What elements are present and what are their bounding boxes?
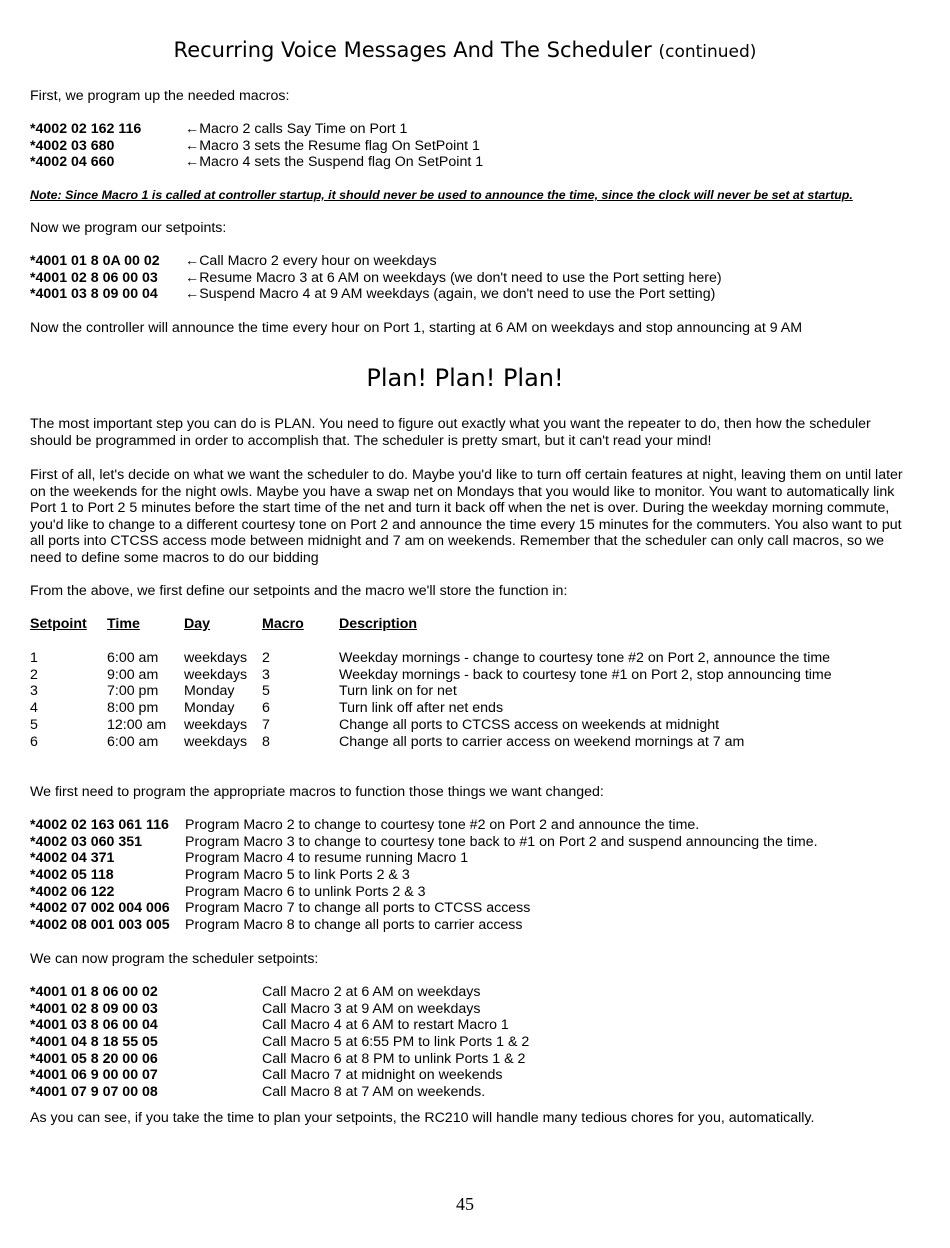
intro-setpoints2-text: We can now program the scheduler setpoints: — [30, 951, 319, 967]
macro2-desc: Program Macro 4 to resume running Macro 1 — [185, 850, 469, 866]
table-cell-day: Monday — [184, 700, 235, 716]
table-cell-day: weekdays — [184, 717, 248, 733]
setpoint2-desc: Call Macro 4 at 6 AM to restart Macro 1 — [262, 1017, 509, 1033]
setpoint1-desc: ←Call Macro 2 every hour on weekdays — [185, 253, 437, 269]
closing-text: As you can see, if you take the time to plan your setpoints, the RC210 will handle many tedious chores for you, automatically. — [30, 1110, 815, 1126]
macro1-code: *4002 02 162 116 — [30, 121, 142, 137]
table-cell-setpoint: 4 — [30, 700, 38, 716]
table-cell-day: Monday — [184, 683, 235, 699]
macro2-code: *4002 07 002 004 006 — [30, 900, 170, 916]
table-cell-day: weekdays — [184, 650, 248, 666]
plan-heading: Plan! Plan! Plan! — [366, 364, 564, 392]
macro2-desc: Program Macro 8 to change all ports to carrier access — [185, 917, 523, 933]
table-cell-description: Turn link off after net ends — [339, 700, 504, 716]
plan-paragraph-1: The most important step you can do is PLAN. You need to figure out exactly what you want the repeater to do, then how the scheduler should be programmed in order to accomplish that. The scheduler is pretty smart, but it can't read your mind! — [30, 416, 871, 449]
setpoint1-desc: ←Resume Macro 3 at 6 AM on weekdays (we don't need to use the Port setting here) — [185, 270, 722, 286]
macro2-desc: Program Macro 5 to link Ports 2 & 3 — [185, 867, 410, 883]
macro2-code: *4002 06 122 — [30, 884, 115, 900]
macro2-code: *4002 03 060 351 — [30, 834, 143, 850]
summary-text: Now the controller will announce the time every hour on Port 1, starting at 6 AM on weekdays and stop announcing at 9 AM — [30, 320, 803, 336]
setpoint2-code: *4001 06 9 00 00 07 — [30, 1067, 158, 1083]
table-cell-setpoint: 5 — [30, 717, 38, 733]
macro2-code: *4002 04 371 — [30, 850, 115, 866]
setpoint2-code: *4001 01 8 06 00 02 — [30, 984, 158, 1000]
intro-macros-text: First, we program up the needed macros: — [30, 88, 290, 104]
macro2-code: *4002 08 001 003 005 — [30, 917, 170, 933]
table-cell-time: 7:00 pm — [107, 683, 159, 699]
setpoint2-code: *4001 02 8 09 00 03 — [30, 1001, 158, 1017]
macro2-code: *4002 02 163 061 116 — [30, 817, 169, 833]
table-cell-time: 9:00 am — [107, 667, 159, 683]
table-cell-time: 12:00 am — [107, 717, 167, 733]
table-cell-time: 6:00 am — [107, 734, 159, 750]
page-number: 45 — [456, 1194, 474, 1214]
macro2-code: *4002 05 118 — [30, 867, 114, 883]
macro1-code: *4002 04 660 — [30, 154, 115, 170]
col-header-time: Time — [107, 616, 140, 632]
page-title — [0, 37, 930, 65]
setpoint2-desc: Call Macro 7 at midnight on weekends — [262, 1067, 503, 1083]
table-cell-setpoint: 2 — [30, 667, 38, 683]
macro2-desc: Program Macro 2 to change to courtesy tone #2 on Port 2 and announce the time. — [185, 817, 700, 833]
table-cell-setpoint: 6 — [30, 734, 38, 750]
table-cell-description: Weekday mornings - change to courtesy tone #2 on Port 2, announce the time — [339, 650, 831, 666]
setpoint1-desc: ←Suspend Macro 4 at 9 AM weekdays (again, we don't need to use the Port setting) — [185, 286, 716, 302]
table-cell-description: Turn link on for net — [339, 683, 457, 699]
setpoint2-code: *4001 07 9 07 00 08 — [30, 1084, 158, 1100]
macro1-desc: ←Macro 2 calls Say Time on Port 1 — [185, 121, 408, 137]
col-header-day: Day — [184, 616, 211, 632]
table-cell-day: weekdays — [184, 667, 248, 683]
plan-paragraph-2: First of all, let's decide on what we want the scheduler to do. Maybe you'd like to turn off certain features at night, leaving them on until later on the weekends for the night owls. Maybe you have a swap net on Mondays that you would like to monitor. You want to automatically link Port 1 to Port 2 5 minutes before the start time of the net and turn it back off when the net is over. During the weekday morning commute, you'd like to change to a different courtesy tone on Port 2 and announce the time every 15 minutes for the commuters. You also want to put all ports into CTCSS access mode between midnight and 7 am on weekends. Remember that the scheduler can only call macros, so we need to define some macros to do our bidding — [30, 467, 903, 566]
table-cell-description: Change all ports to CTCSS access on weekends at midnight — [339, 717, 720, 733]
intro-setpoints-text: Now we program our setpoints: — [30, 220, 227, 236]
setpoint2-code: *4001 03 8 06 00 04 — [30, 1017, 158, 1033]
table-cell-time: 6:00 am — [107, 650, 159, 666]
setpoint1-code: *4001 03 8 09 00 04 — [30, 286, 158, 302]
setpoint2-desc: Call Macro 8 at 7 AM on weekends. — [262, 1084, 486, 1100]
table-cell-macro: 6 — [262, 700, 270, 716]
plan-paragraph-3: From the above, we first define our setpoints and the macro we'll store the function in: — [30, 583, 568, 599]
table-cell-day: weekdays — [184, 734, 248, 750]
intro-macros2-text: We first need to program the appropriate macros to function those things we want changed: — [30, 784, 604, 800]
setpoint1-code: *4001 01 8 0A 00 02 — [30, 253, 160, 269]
startup-note: Note: Since Macro 1 is called at controller startup, it should never be used to announce the time, since the clock will never be set at startup. — [30, 188, 853, 202]
macro1-desc: ←Macro 3 sets the Resume flag On SetPoint 1 — [185, 138, 480, 154]
setpoint2-desc: Call Macro 5 at 6:55 PM to link Ports 1 & 2 — [262, 1034, 530, 1050]
table-cell-description: Change all ports to carrier access on weekend mornings at 7 am — [339, 734, 745, 750]
setpoint2-desc: Call Macro 3 at 9 AM on weekdays — [262, 1001, 481, 1017]
table-cell-macro: 5 — [262, 683, 270, 699]
setpoint2-code: *4001 05 8 20 00 06 — [30, 1051, 158, 1067]
table-cell-macro: 3 — [262, 667, 270, 683]
setpoint2-code: *4001 04 8 18 55 05 — [30, 1034, 158, 1050]
table-cell-description: Weekday mornings - back to courtesy tone #1 on Port 2, stop announcing time — [339, 667, 832, 683]
table-cell-setpoint: 3 — [30, 683, 38, 699]
table-cell-macro: 7 — [262, 717, 270, 733]
table-cell-macro: 2 — [262, 650, 270, 666]
col-header-description: Description — [339, 616, 418, 632]
macro2-desc: Program Macro 6 to unlink Ports 2 & 3 — [185, 884, 426, 900]
macro1-code: *4002 03 680 — [30, 138, 115, 154]
page-title-main: Recurring Voice Messages And The Scheduler — [173, 38, 652, 62]
col-header-setpoint: Setpoint — [30, 616, 87, 632]
table-cell-time: 8:00 pm — [107, 700, 159, 716]
page-title-suffix: (continued) — [658, 42, 757, 62]
macro2-desc: Program Macro 3 to change to courtesy tone back to #1 on Port 2 and suspend announcing the time. — [185, 834, 818, 850]
setpoint2-desc: Call Macro 6 at 8 PM to unlink Ports 1 & 2 — [262, 1051, 526, 1067]
table-cell-setpoint: 1 — [30, 650, 38, 666]
table-cell-macro: 8 — [262, 734, 270, 750]
setpoint1-code: *4001 02 8 06 00 03 — [30, 270, 158, 286]
macro1-desc: ←Macro 4 sets the Suspend flag On SetPoint 1 — [185, 154, 484, 170]
col-header-macro: Macro — [262, 616, 304, 632]
macro2-desc: Program Macro 7 to change all ports to CTCSS access — [185, 900, 531, 916]
setpoint2-desc: Call Macro 2 at 6 AM on weekdays — [262, 984, 481, 1000]
